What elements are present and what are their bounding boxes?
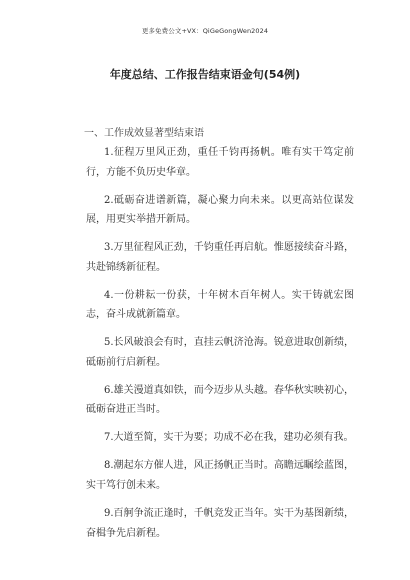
quote-list <box>86 143 354 552</box>
list-item: 1.征程万里风正劲，重任千钧再扬帆。唯有实干笃定前行，方能不负历史华章。 <box>86 147 354 178</box>
list-item: 5.长风破浪会有时，直挂云帆济沧海。锐意进取创新绩，砥砺前行启新程。 <box>86 337 354 368</box>
list-item: 9.百舸争流正逢时，千帆竞发正当年。实干为基图新绩，奋楫争先启新程。 <box>86 508 354 539</box>
document-title: 年度总结、工作报告结束语金句(54例) <box>109 68 301 81</box>
list-item: 2.砥砺奋进谱新篇，凝心聚力向未来。以更高站位谋发展，用更实举措开新局。 <box>86 194 354 226</box>
list-item: 8.潮起东方催人进，风正扬帆正当时。高瞻远瞩绘蓝图，实干笃行创未来。 <box>86 460 354 492</box>
list-item: 4.一份耕耘一份获，十年树木百年树人。实干铸就宏图志，奋斗成就新篇章。 <box>86 289 354 321</box>
list-item: 6.雄关漫道真如铁，而今迈步从头越。春华秋实映初心，砥砺奋进正当时。 <box>86 384 354 416</box>
section-heading: 一、工作成效显著型结束语 <box>84 128 204 139</box>
list-item: 7.大道至简，实干为要；功成不必在我，建功必须有我。 <box>104 432 354 444</box>
header-note: 更多免费公文+VX：QiGeGongWen2024 <box>141 27 269 35</box>
list-item: 3.万里征程风正劲，千钧重任再启航。惟愿接续奋斗路，共赴锦绣新征程。 <box>86 242 354 273</box>
